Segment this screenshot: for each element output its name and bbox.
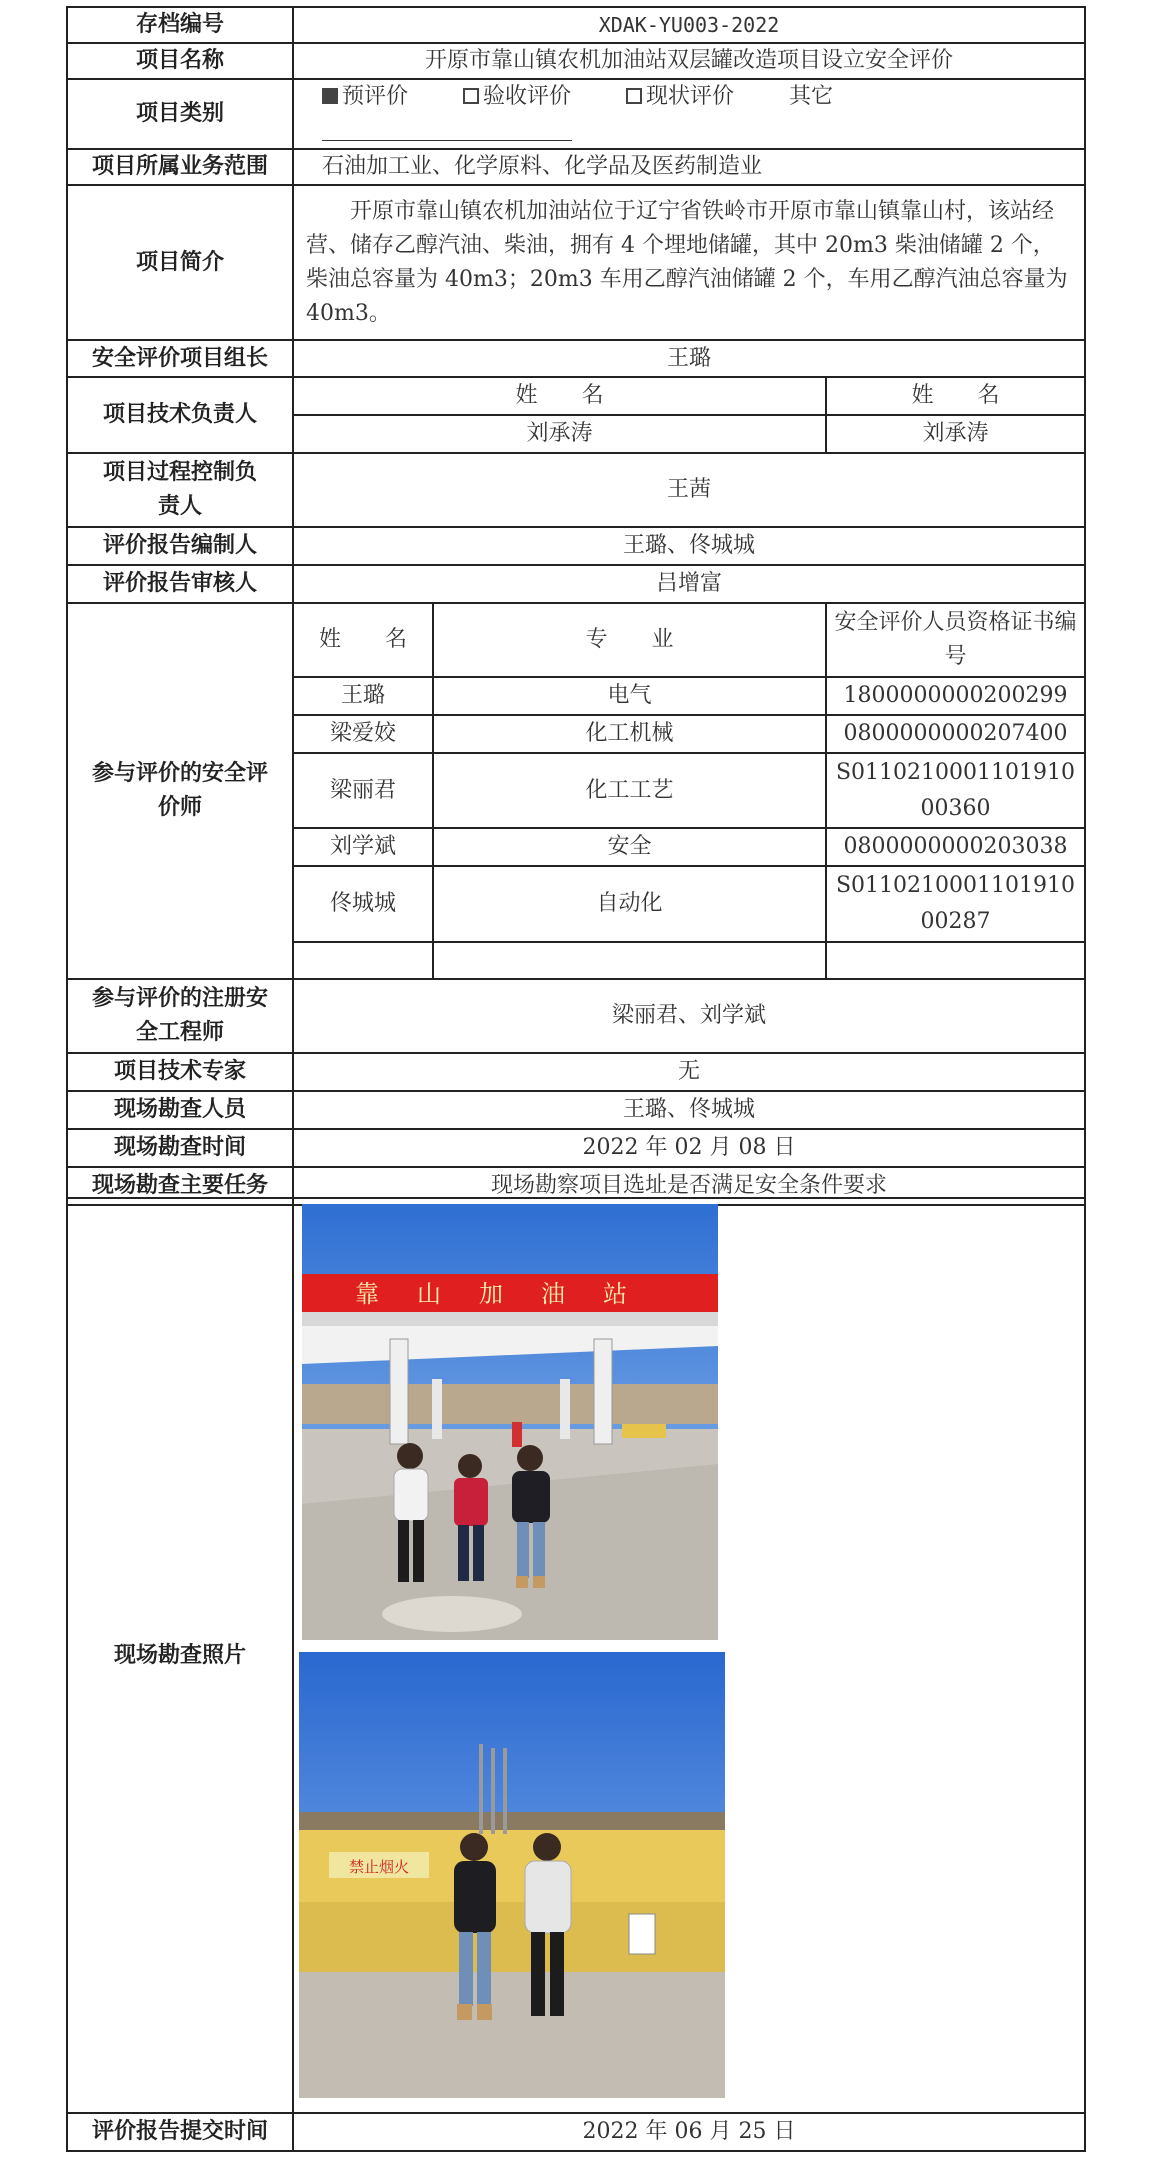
evaluator-name: 梁丽君 xyxy=(293,753,433,828)
photos-label: 现场勘查照片 xyxy=(67,1198,293,2113)
reg-engineers-label: 参与评价的注册安全工程师 xyxy=(67,979,293,1053)
team-leader-value: 王璐 xyxy=(293,340,1085,377)
team-leader-label: 安全评价项目组长 xyxy=(67,340,293,377)
tank-area-photo-image xyxy=(299,1652,725,2098)
survey-time-label: 现场勘查时间 xyxy=(67,1129,293,1167)
option-other: 其它 xyxy=(322,84,833,143)
tech-lead-label: 项目技术负责人 xyxy=(67,377,293,453)
evaluator-cert xyxy=(826,942,1085,979)
evaluators-header-name: 姓 名 xyxy=(293,603,433,677)
tech-lead-name-2: 刘承涛 xyxy=(826,415,1085,453)
checkbox-icon[interactable] xyxy=(626,88,642,104)
tech-expert-value: 无 xyxy=(293,1053,1085,1091)
evaluator-major: 化工工艺 xyxy=(433,753,826,828)
evaluator-name: 王璐 xyxy=(293,677,433,715)
evaluator-cert: 0800000000203038 xyxy=(826,828,1085,866)
project-name-label: 项目名称 xyxy=(67,43,293,79)
business-scope-label: 项目所属业务范围 xyxy=(67,149,293,185)
evaluator-name: 梁爱姣 xyxy=(293,715,433,753)
evaluator-cert: 1800000000200299 xyxy=(826,677,1085,715)
project-name-value: 开原市靠山镇农机加油站双层罐改造项目设立安全评价 xyxy=(293,43,1085,79)
canopy-sign-text: 靠山加油站 xyxy=(355,1280,665,1308)
info-table xyxy=(66,6,1086,1206)
evaluator-major: 自动化 xyxy=(433,866,826,942)
evaluator-cert: S011021000110191000287 xyxy=(826,866,1085,942)
evaluator-major: 电气 xyxy=(433,677,826,715)
site-photo-tank-area xyxy=(299,1652,725,2098)
gas-station-photo-image xyxy=(302,1204,718,1640)
tech-expert-label: 项目技术专家 xyxy=(67,1053,293,1091)
evaluators-header-major: 专 业 xyxy=(433,603,826,677)
survey-time-value: 2022 年 02 月 08 日 xyxy=(293,1129,1085,1167)
option-acceptance-evaluation[interactable]: 验收评价 xyxy=(463,84,571,109)
archive-no-label: 存档编号 xyxy=(67,7,293,43)
other-blank-line xyxy=(322,118,572,141)
business-scope-value: 石油加工业、化学原料、化学品及医药制造业 xyxy=(293,149,1085,185)
survey-staff-label: 现场勘查人员 xyxy=(67,1091,293,1129)
site-photo-gas-station xyxy=(302,1204,718,1640)
survey-staff-value: 王璐、佟城城 xyxy=(293,1091,1085,1129)
evaluator-name xyxy=(293,942,433,979)
evaluators-header-cert: 安全评价人员资格证书编号 xyxy=(826,603,1085,677)
archive-no-value: XDAK-YU003-2022 xyxy=(293,7,1085,43)
project-type-label: 项目类别 xyxy=(67,79,293,149)
tech-lead-header-2: 姓 名 xyxy=(826,377,1085,415)
compiler-value: 王璐、佟城城 xyxy=(293,527,1085,565)
evaluator-name: 刘学斌 xyxy=(293,828,433,866)
reviewer-label: 评价报告审核人 xyxy=(67,565,293,603)
evaluator-cert: 0800000000207400 xyxy=(826,715,1085,753)
warning-sign-text: 禁止烟火 xyxy=(348,1858,410,1876)
project-type-options xyxy=(293,79,1085,149)
evaluators-label: 参与评价的安全评价师 xyxy=(67,603,293,979)
option-status-evaluation[interactable]: 现状评价 xyxy=(626,84,734,109)
evaluator-major xyxy=(433,942,826,979)
process-lead-label: 项目过程控制负责人 xyxy=(67,453,293,527)
intro-value: 开原市靠山镇农机加油站位于辽宁省铁岭市开原市靠山镇靠山村，该站经营、储存乙醇汽油、柴油，拥有 4 个埋地储罐，其中 20m3 柴油储罐 2 个，柴油总容量为 40m3；20m3 车用乙醇汽油储罐 2 个，车用乙醇汽油总容量为 40m3。 xyxy=(293,185,1085,340)
survey-task-value: 现场勘察项目选址是否满足安全条件要求 xyxy=(293,1167,1085,1205)
intro-label: 项目简介 xyxy=(67,185,293,340)
option-pre-evaluation[interactable]: 预评价 xyxy=(322,84,408,109)
tech-lead-name-1: 刘承涛 xyxy=(293,415,826,453)
survey-task-label: 现场勘查主要任务 xyxy=(67,1167,293,1205)
evaluator-name: 佟城城 xyxy=(293,866,433,942)
evaluator-major: 化工机械 xyxy=(433,715,826,753)
compiler-label: 评价报告编制人 xyxy=(67,527,293,565)
reviewer-value: 吕增富 xyxy=(293,565,1085,603)
submit-time-value: 2022 年 06 月 25 日 xyxy=(293,2113,1085,2151)
reg-engineers-value: 梁丽君、刘学斌 xyxy=(293,979,1085,1053)
evaluator-major: 安全 xyxy=(433,828,826,866)
checkbox-checked-icon[interactable] xyxy=(322,88,338,104)
checkbox-icon[interactable] xyxy=(463,88,479,104)
evaluator-cert: S011021000110191000360 xyxy=(826,753,1085,828)
tech-lead-header-1: 姓 名 xyxy=(293,377,826,415)
submit-time-label: 评价报告提交时间 xyxy=(67,2113,293,2151)
process-lead-value: 王茜 xyxy=(293,453,1085,527)
